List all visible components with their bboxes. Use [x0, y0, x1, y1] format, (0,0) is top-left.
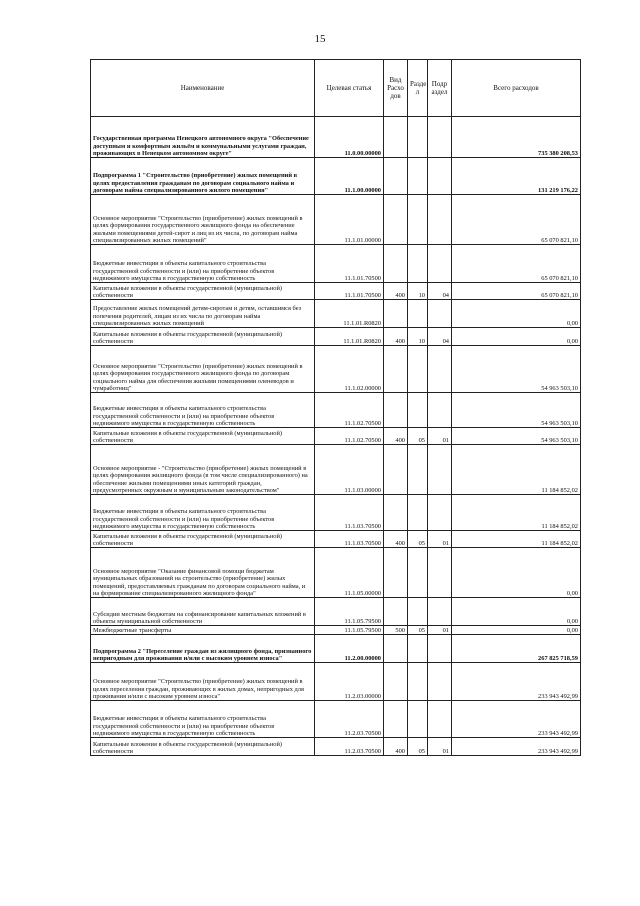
cell-podrazdel — [428, 158, 452, 195]
header-total: Всего расходов — [452, 60, 581, 117]
cell-podrazdel — [428, 598, 452, 626]
cell-name: Бюджетные инвестиции в объекты капитального строительства государственной собственности и (или) на приобретение объектов недвижимого имущества в государственную собственность — [91, 495, 315, 531]
cell-name: Капитальные вложения в объекты государственной (муниципальной) собственности — [91, 738, 315, 756]
cell-podrazdel: 04 — [428, 328, 452, 346]
cell-podrazdel — [428, 117, 452, 158]
cell-vid — [384, 158, 408, 195]
cell-vid — [384, 445, 408, 495]
cell-razdel — [408, 635, 428, 663]
cell-code: 11.1.02.70500 — [315, 393, 384, 428]
cell-podrazdel — [428, 346, 452, 393]
cell-name: Основное мероприятие "Строительство (приобретение) жилых помещений в целях формирования государственного жилищного фонда на обеспечение жилыми помещениями детей-сирот и лиц из их числа, по договорам найма специализированных жилых помещений" — [91, 195, 315, 245]
cell-vid — [384, 195, 408, 245]
cell-code: 11.1.03.70500 — [315, 495, 384, 531]
cell-razdel — [408, 445, 428, 495]
cell-code: 11.1.01.00000 — [315, 195, 384, 245]
table-body — [91, 117, 581, 756]
table-row — [91, 158, 581, 195]
cell-code: 11.1.01.R0820 — [315, 328, 384, 346]
cell-total: 65 070 821,10 — [452, 245, 581, 283]
table-row — [91, 663, 581, 701]
cell-razdel — [408, 117, 428, 158]
cell-code: 11.1.01.70500 — [315, 245, 384, 283]
cell-vid: 400 — [384, 531, 408, 548]
cell-code: 11.0.00.00000 — [315, 117, 384, 158]
cell-name: Государственная программа Ненецкого автономного округа "Обеспечение доступным и комфортным жильём и коммунальными услугами граждан, проживающих в Ненецком автономном округе" — [91, 117, 315, 158]
cell-code: 11.1.01.R0820 — [315, 300, 384, 328]
table-row — [91, 738, 581, 756]
cell-podrazdel — [428, 635, 452, 663]
cell-name: Подпрограмма 2 "Переселение граждан из жилищного фонда, признанного непригодным для проживания и/или с высоким уровнем износа" — [91, 635, 315, 663]
cell-code: 11.1.05.79500 — [315, 598, 384, 626]
cell-podrazdel: 04 — [428, 283, 452, 300]
cell-podrazdel: 01 — [428, 626, 452, 635]
table-row — [91, 195, 581, 245]
cell-name: Капитальные вложения в объекты государственной (муниципальной) собственности — [91, 328, 315, 346]
table-row — [91, 598, 581, 626]
table-header-row — [91, 60, 581, 117]
cell-vid — [384, 393, 408, 428]
header-vid: Вид Расхо дов — [384, 60, 408, 117]
cell-name: Предоставление жилых помещений детям-сиротам и детям, оставшимся без попечения родителей, лицам из их числа по договорам найма специализированных жилых помещений — [91, 300, 315, 328]
cell-razdel: 10 — [408, 283, 428, 300]
cell-name: Бюджетные инвестиции в объекты капитального строительства государственной собственности и (или) на приобретение объектов недвижимого имущества в государственную собственность — [91, 701, 315, 738]
cell-vid — [384, 663, 408, 701]
table-row — [91, 635, 581, 663]
cell-vid: 500 — [384, 626, 408, 635]
cell-name: Межбюджетные трансферты — [91, 626, 315, 635]
page-number: 15 — [314, 33, 326, 45]
cell-code: 11.1.05.79500 — [315, 626, 384, 635]
cell-code: 11.1.03.70500 — [315, 531, 384, 548]
cell-vid — [384, 346, 408, 393]
header-name: Наименование — [91, 60, 315, 117]
cell-total: 0,00 — [452, 598, 581, 626]
cell-total: 0,00 — [452, 626, 581, 635]
cell-podrazdel: 01 — [428, 738, 452, 756]
cell-razdel — [408, 158, 428, 195]
cell-code: 11.2.00.00000 — [315, 635, 384, 663]
cell-vid: 400 — [384, 328, 408, 346]
cell-name: Основное мероприятие "Строительство (приобретение) жилых помещений в целях переселения граждан, проживающих в жилых домах, непригодных для проживания и/или с высоким уровнем износа" — [91, 663, 315, 701]
cell-razdel: 05 — [408, 738, 428, 756]
header-code: Целевая статья — [315, 60, 384, 117]
cell-podrazdel — [428, 701, 452, 738]
cell-podrazdel: 01 — [428, 428, 452, 445]
cell-total: 233 943 492,99 — [452, 701, 581, 738]
cell-podrazdel — [428, 300, 452, 328]
cell-code: 11.2.03.70500 — [315, 738, 384, 756]
cell-podrazdel — [428, 195, 452, 245]
cell-total: 65 070 821,10 — [452, 195, 581, 245]
cell-name: Субсидии местным бюджетам на софинансирование капитальных вложений в объекты муниципальной собственности — [91, 598, 315, 626]
header-razdel: Разде л — [408, 60, 428, 117]
cell-total: 735 380 208,53 — [452, 117, 581, 158]
cell-total: 0,00 — [452, 300, 581, 328]
table-row — [91, 531, 581, 548]
cell-total: 131 219 176,22 — [452, 158, 581, 195]
cell-name: Капитальные вложения в объекты государственной (муниципальной) собственности — [91, 531, 315, 548]
table-row — [91, 445, 581, 495]
cell-vid — [384, 701, 408, 738]
table-row — [91, 346, 581, 393]
cell-name: Основное мероприятие "Оказание финансовой помощи бюджетам муниципальных образований на строительство (приобретение) жилых помещений, предоставляемых гражданам по договорам социального найма, и на формирование специализированного жилищного фонда" — [91, 548, 315, 598]
budget-table — [90, 59, 581, 756]
table-row — [91, 428, 581, 445]
cell-total: 54 963 503,10 — [452, 346, 581, 393]
cell-razdel — [408, 346, 428, 393]
cell-code: 11.1.00.00000 — [315, 158, 384, 195]
cell-total: 11 184 852,02 — [452, 531, 581, 548]
cell-podrazdel: 01 — [428, 531, 452, 548]
table-row — [91, 117, 581, 158]
cell-vid: 400 — [384, 428, 408, 445]
cell-razdel — [408, 548, 428, 598]
table-row — [91, 245, 581, 283]
cell-vid — [384, 245, 408, 283]
cell-vid — [384, 548, 408, 598]
cell-razdel: 05 — [408, 428, 428, 445]
cell-name: Основное мероприятие - "Строительство (приобретение) жилых помещений в целях формирования жилищного фонда (в том числе специализированного) на обеспечение жилыми помещениями иных категорий граждан, предусмотренных окружным и муниципальным законодательством" — [91, 445, 315, 495]
cell-razdel: 05 — [408, 531, 428, 548]
cell-razdel — [408, 300, 428, 328]
cell-razdel — [408, 701, 428, 738]
cell-name: Бюджетные инвестиции в объекты капитального строительства государственной собственности и (или) на приобретение объектов недвижимого имущества в государственную собственность — [91, 245, 315, 283]
cell-code: 11.1.02.70500 — [315, 428, 384, 445]
cell-razdel — [408, 598, 428, 626]
cell-name: Подпрограмма 1 "Строительство (приобретение) жилых помещений в целях предоставления гражданам по договорам социального найма и договорам найма специализированного жилого помещения" — [91, 158, 315, 195]
cell-vid: 400 — [384, 283, 408, 300]
cell-podrazdel — [428, 445, 452, 495]
table-row — [91, 283, 581, 300]
table-row — [91, 328, 581, 346]
cell-razdel — [408, 663, 428, 701]
cell-total: 11 184 852,02 — [452, 495, 581, 531]
cell-podrazdel — [428, 663, 452, 701]
cell-code: 11.1.05.00000 — [315, 548, 384, 598]
cell-razdel — [408, 495, 428, 531]
cell-vid — [384, 117, 408, 158]
cell-code: 11.1.03.00000 — [315, 445, 384, 495]
cell-code: 11.1.02.00000 — [315, 346, 384, 393]
cell-razdel: 10 — [408, 328, 428, 346]
cell-razdel — [408, 245, 428, 283]
table-row — [91, 495, 581, 531]
cell-podrazdel — [428, 245, 452, 283]
cell-total: 11 184 852,02 — [452, 445, 581, 495]
table-row — [91, 393, 581, 428]
cell-total: 54 963 503,10 — [452, 393, 581, 428]
cell-vid — [384, 300, 408, 328]
table-row — [91, 548, 581, 598]
cell-name: Капитальные вложения в объекты государственной (муниципальной) собственности — [91, 428, 315, 445]
header-podrazdel: Подр аздел — [428, 60, 452, 117]
cell-total: 233 943 492,99 — [452, 738, 581, 756]
cell-vid: 400 — [384, 738, 408, 756]
cell-total: 0,00 — [452, 328, 581, 346]
cell-name: Капитальные вложения в объекты государственной (муниципальной) собственности — [91, 283, 315, 300]
cell-vid — [384, 598, 408, 626]
cell-name: Основное мероприятие "Строительство (приобретение) жилых помещений в целях формирования государственного жилищного фонда по договорам социального найма для обеспечения жилыми помещениями оленеводов и чумработниц" — [91, 346, 315, 393]
cell-vid — [384, 635, 408, 663]
cell-total: 233 943 492,99 — [452, 663, 581, 701]
cell-podrazdel — [428, 393, 452, 428]
cell-podrazdel — [428, 548, 452, 598]
cell-name: Бюджетные инвестиции в объекты капитального строительства государственной собственности и (или) на приобретение объектов недвижимого имущества в государственную собственность — [91, 393, 315, 428]
table-row — [91, 300, 581, 328]
table-row — [91, 626, 581, 635]
cell-total: 65 070 821,10 — [452, 283, 581, 300]
cell-total: 267 825 718,59 — [452, 635, 581, 663]
cell-razdel: 05 — [408, 626, 428, 635]
cell-podrazdel — [428, 495, 452, 531]
cell-code: 11.1.01.70500 — [315, 283, 384, 300]
cell-total: 0,00 — [452, 548, 581, 598]
cell-razdel — [408, 195, 428, 245]
table-row — [91, 701, 581, 738]
cell-vid — [384, 495, 408, 531]
cell-total: 54 963 503,10 — [452, 428, 581, 445]
cell-code: 11.2.03.00000 — [315, 663, 384, 701]
cell-code: 11.2.03.70500 — [315, 701, 384, 738]
cell-razdel — [408, 393, 428, 428]
